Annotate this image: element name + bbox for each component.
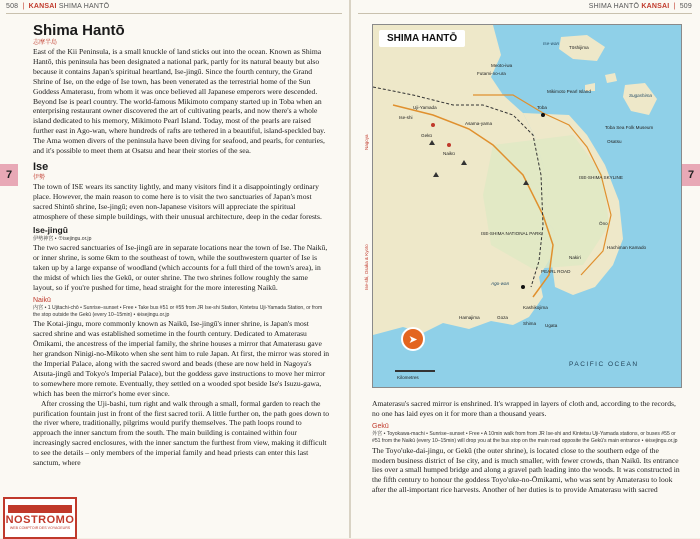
isejingu-heading: Ise-jingū [33,224,68,235]
top-rule-right [358,13,692,14]
map-label-pacific: PACIFIC OCEAN [569,361,639,368]
section-name-left: KANSAI [28,3,57,10]
map-label-ujiyamada: Uji-Yamada [413,105,437,110]
right-intro-paragraph: Amaterasu's sacred mirror is enshrined. It's wrapped in layers of cloth and, according to the records, no one has laid eyes on it for more than a thousand years. [372,399,676,418]
section-name-right: KANSAI [641,3,670,10]
isejingu-meta: 伊勢神宮 • ⊕isejingu.or.jp [33,235,92,242]
town-dot-toba [541,113,545,117]
page-number-right: 509 [679,3,692,10]
map-label-geku: Gekū [421,133,432,138]
map-edge-note-nagoya: Nagoya [364,134,369,150]
compass-north-icon: ➤ [401,327,425,351]
stamp-sub: WEB COMPTOIR DES VOYAGEURS [9,526,71,530]
top-rule-left [6,13,342,14]
map-label-nakiri: Nakiri [569,255,581,260]
map-label-ugata: Ugata [545,323,558,328]
ise-paragraph: The town of ISE wears its sanctity lightly, and many visitors find it a disappointingly ordinary place. However, the main reason to come here is to visit the two sanctuaries of Japan's most sacred Shintō shrine, Ise-jingū; even non-Japanese visitors will appreciate the spiritual atmosphere of these simple buildings, with their unusual architecture, deep in the cedar forests. [33,181,322,221]
map-label-toba: Toba [537,105,547,110]
shima-hanto-map [372,24,682,388]
sugashima-island [623,83,657,115]
map-label-scale: Kilometres [397,375,419,380]
map-label-kashikojima: Kashikojima [523,305,548,310]
geku-heading: Gekū [372,422,389,430]
book-gutter [349,0,351,538]
map-title: SHIMA HANTŌ [379,30,465,47]
shrine-dot-naiku [447,143,451,147]
naiku-paragraph-1: The Kotai-jingu, more commonly known as Naikū, Ise-jingū's inner shrine, is Japan's most sacred shrine and was established sometime in the fourth century. Dedicated to Amaterasu Ōmikami, the ancestress of the imperial family, the shrine houses a mirror that Amaterasu gave her grandson Ninigi-no-Mikoto when she sent him to rule Japan. At first, the mirror was stored in the Imperial Palace, along with the sacred sword and beads (these are now held in Nagoya's Atsuta-jingū and Tokyo's Imperial Palace), but the goddess gave instructions to move her mirror to somewhere more remote. Eventually, they settled on a wooded spot beside Ise's Isuzu-gawa, which has been the mirror's home ever since. [33,319,330,398]
ise-kanji: 伊勢 [33,173,46,181]
map-label-meoto: Meoto-iwa [491,63,513,68]
map-label-mikimoto: Mikimoto Pearl Island [547,89,591,94]
intro-paragraph: East of the Kii Peninsula, is a small knuckle of land sticks out into the ocean. Known as Shima Hantō, this peninsula has been designated a national park, partly for its natural beauty but also because it contains Japan's spiritual heartland, Ise-jingū. Since the fourth century, the Grand Shrine of Ise, on the edge of Ise town, has been venerated as the terrestrial home of the Sun Goddess Amaterasu, from whom it was once believed all Japanese emperors were descended. Beyond Ise is pearl country. The world-famous Mikimoto company started up in Toba when an enterprising restaurant owner discovered the art of cultivating pearls, and now there's a whole island dedicated to his memory, Mikimoto Pearl Island. Today, most of the pearls are raised further east in Ago-wan, where hundreds of rafts are tethered in a beautiful, island-speckled bay. The Ama women divers of the peninsula have been diving for seafood, and pearls, for centuries, and it's possible to meet them at Osatsu and hear their stories of the sea. [33,47,326,156]
map-label-toshijima: Tōshijima [569,45,589,50]
ise-heading: Ise [33,160,49,173]
chapter-tab-right: 7 [682,164,700,186]
geku-paragraph: The Toyo'uke-dai-jingu, or Gekū (the outer shrine), is located close to the southern edge of the modern business district of Ise city, and is much smaller, with fewer crowds, than Naikū. Its entrance lies over a small humped bridge and along a gravel path leading into the woods. It was constructed in the fifth century to honour the goddess Toyo'uke-no-Ōmikami, who was sent by Amaterasu to look after the all-important rice harvests. Another of her duties is to provide Amaterasu with sacred [372,445,680,495]
map-label-isewan: Ise-wan [543,41,560,46]
map-label-agowan: Ago-wan [491,281,510,286]
map-label-skyline: ISE-SHIMA SKYLINE [579,175,623,180]
title-kanji: 志摩半島 [33,39,58,46]
map-label-shima: Shima [523,321,537,326]
nostromo-stamp [3,497,77,539]
map-label-iseshi: Ise-shi [399,115,413,120]
subsection-name-right: SHIMA HANTŌ [588,3,640,10]
geku-meta: 外宮 • Toyokawa-machi • Sunrise–sunset • Free • A 10min walk from from JR Ise-shi and Kintetsu Uji-Yamada stations, or buses #55 or #51 from the Naikū (every 10–15min) will drop you at the bus stop on the main road opposite the Gekū's main entrance • ⊕isejingu.or.jp [372,430,678,445]
chapter-tab-left: 7 [0,164,18,186]
map-label-sugashima: Sugashima [629,93,652,98]
map-label-ono: Ōno [599,221,608,226]
running-head-left: 508 | KANSAI SHIMA HANTŌ [6,3,110,10]
town-dot-kashikojima [521,285,525,289]
naiku-meta: 内宮 • 1 Ujitachi-chō • Sunrise–sunset • Free • Take bus #51 or #55 from JR Ise-shi Station, Kintetsu Uji-Yamada Station, or from the stop outside the Gekū (every 10–15min) • ⊕isejingu.or.jp [33,304,323,318]
shrine-dot-geku [431,123,435,127]
subsection-name-left: SHIMA HANTŌ [58,3,110,10]
naiku-paragraph-2: After crossing the Uji-bashi, turn right and walk through a small, formal garden to reach the purification fountain just in front of the first sacred torii. A little further on, the path goes down to the river where, traditionally, pilgrims would purify themselves. The path loops round to approach the inner sanctum from the south. The main building is contained within four increasingly sacred enclosures, with the inner sanctum the furthest from view, making it difficult to see the details – only members of the imperial family and head priests can enter this last sanctum, where [33,398,330,468]
stamp-strip [8,505,72,513]
running-head-right: SHIMA HANTŌ KANSAI | 509 [588,3,692,10]
stamp-name: NOSTROMO [5,514,75,526]
isejingu-paragraph: The two sacred sanctuaries of Ise-jingū are in separate locations near the town of Ise. The Naikū, or inner shrine, is some 6km to the southeast of town, while the southwestern quarter of Ise is taken up by a large expanse of woodland (which accounts for a full third of the town's area), in the midst of which lies the Gekū, or outer shrine. The two shrines follow roughly the same layout, so if you're pushed for time, head straight for the more interesting Naikū. [33,243,328,292]
map-label-osatsu: Osatsu [607,139,622,144]
map-label-futami: Futami-no-ura [477,71,506,76]
map-label-asama: Asama-yama [465,121,493,126]
map-label-hachiman: Hachiman Kamado [607,245,647,250]
map-label-goza: Goza [497,315,508,320]
page-number-left: 508 [6,3,19,10]
map-edge-note-osaka: Ise-shi, Osaka & Kyoto [364,244,369,290]
map-label-toba-sea: Toba Sea Folk Museum [605,125,654,130]
map-label-park: ISE-SHIMA NATIONAL PARK [481,231,542,236]
naiku-heading: Naikū [33,296,51,304]
right-column [372,399,682,495]
map-label-hamajima: Hamajima [459,315,480,320]
left-column [33,22,330,468]
scale-bar [395,370,435,372]
map-label-naiku: Naikū [443,151,455,156]
page-title: Shima Hantō [33,22,125,39]
map-label-pearl-road: PEARL ROAD [541,269,571,274]
